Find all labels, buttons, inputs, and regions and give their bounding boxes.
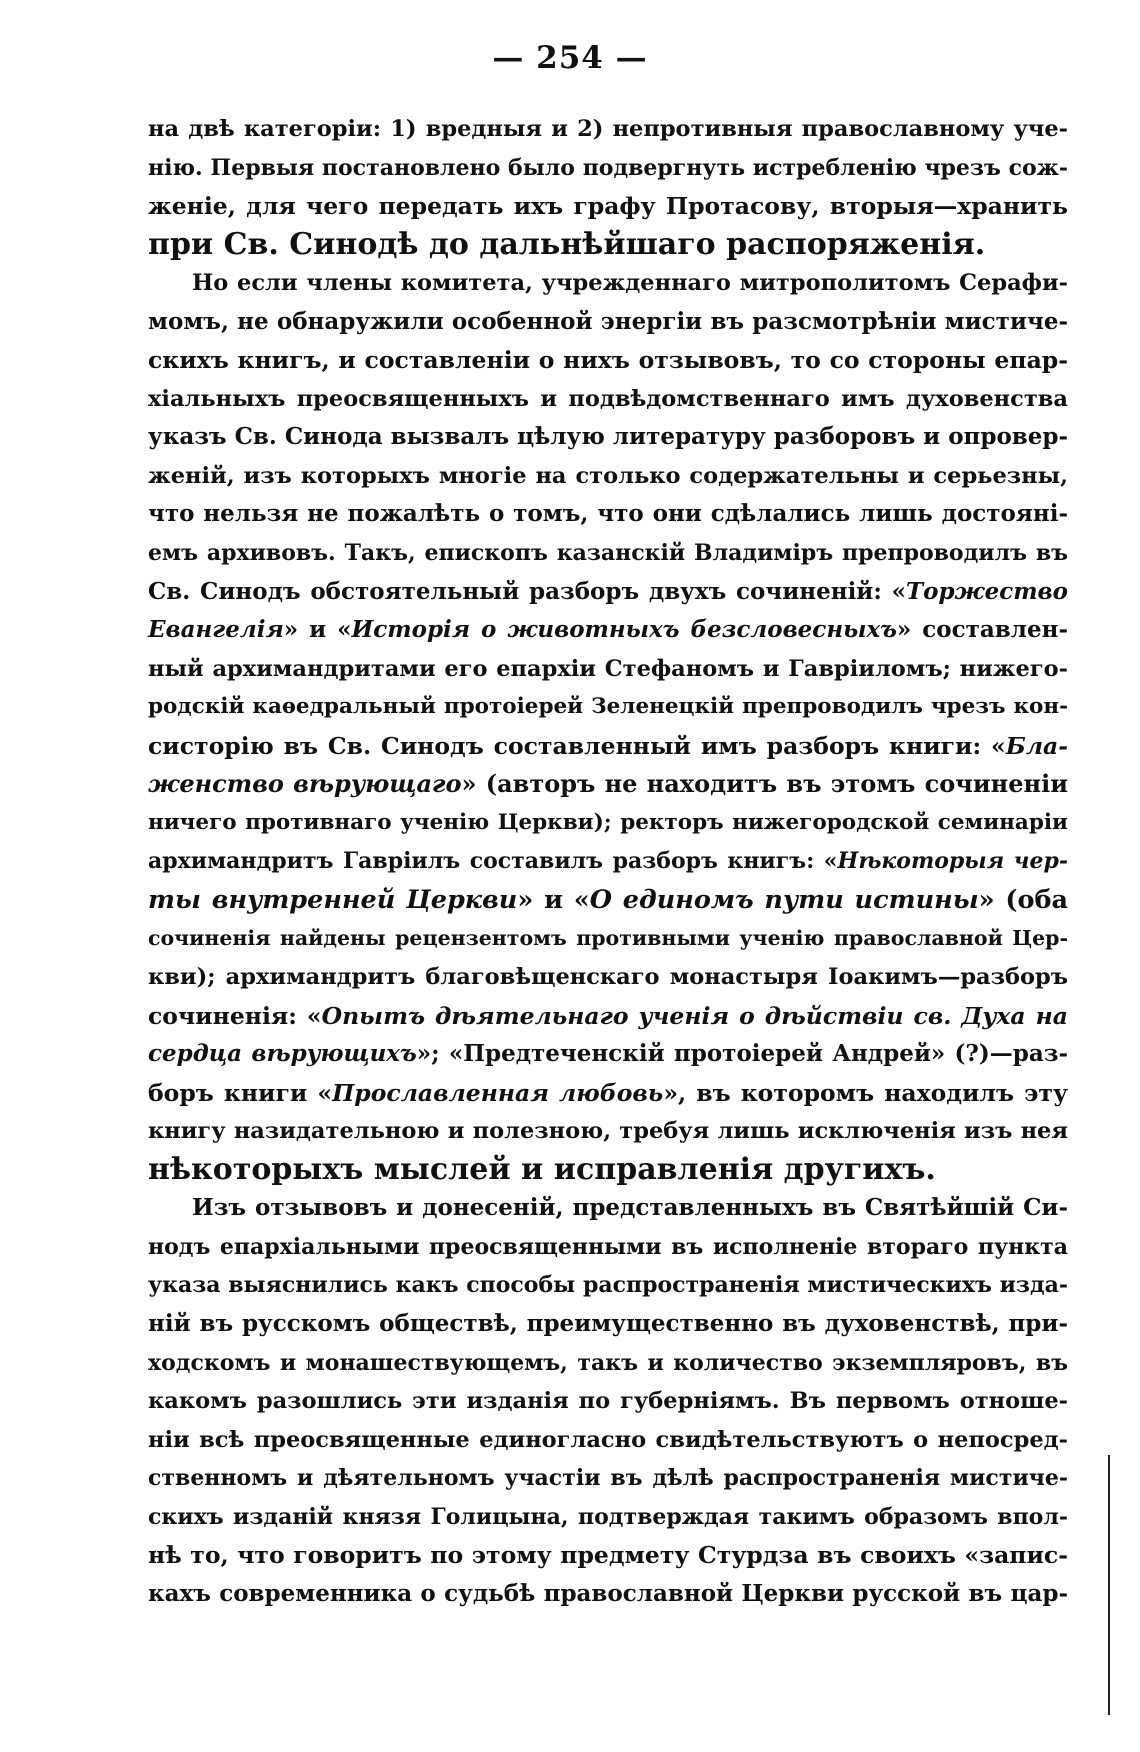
text-segment: нодъ епархіальными преосвященными въ исполненіе втораго пункта [148,1233,1068,1260]
text-line [148,804,1068,843]
italic-title: Опытъ дѣятельнаго ученія о дѣйствіи св. Духа на [321,1001,1068,1030]
text-segment: ничего противнаго ученію Церкви); ректоръ нижегородской семинаріи [148,809,1068,835]
text-segment: Изъ отзывовъ и донесеній, представленныхъ въ Святѣйшій Си- [192,1194,1068,1222]
text-segment: ніи всѣ преосвященные единогласно свидѣтельствуютъ о непосред- [148,1426,1068,1453]
text-segment: на двѣ категоріи: 1) вредныя и 2) непротивныя православному уче- [148,116,1068,142]
text-line [148,303,1068,342]
text-segment: », въ которомъ находилъ эту [663,1078,1068,1107]
text-line [148,149,1068,188]
text-segment: сочиненія найдены рецензентомъ противными ученію православной Цер- [148,926,1068,951]
page-number: — 254 — [492,40,648,76]
text-segment: хіальныхъ преосвященныхъ и подвѣдомственнаго имъ духовенства [148,385,1068,412]
text-segment: нѣ то, что говоритъ по этому предмету Стурдза въ своихъ «запис- [148,1541,1068,1570]
text-line [148,1575,1068,1614]
text-segment: » составлен- [896,616,1068,644]
text-segment: родскій каѳедральный протоіерей Зеленецкій препроводилъ чрезъ кон- [148,694,1068,720]
text-segment: указъ Св. Синода вызвалъ цѣлую литературу разборовъ и опровер- [148,423,1069,451]
text-segment: ственномъ и дѣятельномъ участіи въ дѣлѣ распространенія мистиче- [148,1465,1068,1492]
text-line [148,958,1068,997]
text-line [148,650,1068,689]
text-segment: архимандритъ Гавріилъ составилъ разборъ книгъ: « [148,848,838,875]
text-line [148,534,1068,573]
text-segment: скихъ книгъ, и составленіи о нихъ отзывовъ, то со стороны епар- [148,346,1068,375]
text-line [148,110,1068,149]
text-line [148,1382,1068,1421]
italic-title: ты внутренней Церкви [148,884,518,915]
text-segment: какомъ разошлись эти изданія по губерніямъ. Въ первомъ отноше- [148,1388,1068,1415]
text-segment: сочиненія: « [148,1001,322,1030]
text-line [148,688,1068,727]
text-segment: » и « [517,884,590,915]
text-segment: » (оба [978,884,1068,915]
body-text [148,110,1068,1613]
text-line [148,1305,1068,1344]
italic-title: Нѣкоторыя чер- [837,848,1068,875]
text-line [148,1459,1068,1498]
text-line [148,418,1068,457]
text-segment: » (авторъ не находитъ въ этомъ сочиненіи [461,769,1068,799]
text-segment: » и « [283,616,352,644]
text-segment: ній въ русскомъ обществѣ, преимущественно въ духовенствѣ, при- [148,1309,1068,1337]
text-line [148,573,1068,612]
text-line [148,380,1068,419]
text-segment: книгу назидательною и полезною, требуя лишь исключенія изъ нея [148,1118,1068,1145]
text-line [148,264,1068,303]
italic-title: Торжество [906,577,1068,605]
text-line [148,1344,1068,1383]
text-segment: ходскомъ и монашествующемъ, такъ и количество экземпляровъ, въ [148,1349,1068,1376]
italic-title: Исторія о животныхъ безсловесныхъ [351,616,897,644]
text-line [148,881,1068,920]
text-segment: женій, изъ которыхъ многіе на столько содержательны и серьезны, [148,462,1068,489]
text-line [148,1266,1068,1305]
text-line [148,1189,1068,1228]
text-line [148,1035,1068,1074]
text-segment: Св. Синодъ обстоятельный разборъ двухъ сочиненій: « [148,577,906,605]
text-segment: указа выяснились какъ способы распространенія мистическихъ изда- [148,1272,1068,1299]
text-line [148,1228,1068,1267]
margin-rule [1108,1455,1110,1715]
text-segment: систорію въ Св. Синодъ составленный имъ разборъ книги: « [148,731,1006,760]
text-line [148,1421,1068,1460]
text-segment: кахъ современника о судьбѣ православной Церкви русской въ цар- [148,1579,1068,1607]
text-line [148,457,1068,496]
text-line [148,919,1068,958]
text-segment: женіе, для чего передать ихъ графу Протасову, вторыя—хранить [148,192,1068,221]
text-line [148,1074,1068,1113]
italic-title: О единомъ пути истины [589,884,979,915]
text-line [148,341,1068,380]
italic-title: Прославленная любовь [332,1078,664,1107]
text-segment: емъ архивовъ. Такъ, епископъ казанскій Владиміръ препроводилъ въ [148,540,1068,567]
text-segment: что нельзя не пожалѣть о томъ, что они сдѣлались лишь достояні- [148,500,1068,528]
text-line [148,765,1068,804]
text-segment: нію. Первыя постановлено было подвергнуть истребленію чрезъ сож- [148,154,1068,181]
text-segment: скихъ изданій князя Голицына, подтверждая такимъ образомъ впол- [148,1503,1068,1530]
italic-title: Бла- [1005,731,1068,760]
text-line [148,611,1068,650]
text-segment: при Св. Синодѣ до дальнѣйшаго распоряженія. [148,226,986,262]
text-line [148,495,1068,534]
text-line [148,1151,1068,1190]
text-line [148,187,1068,226]
text-line [148,997,1068,1036]
text-line [148,842,1068,881]
text-segment: нѣкоторыхъ мыслей и исправленія другихъ. [148,1151,936,1187]
text-line [148,1112,1068,1151]
text-line [148,226,1068,265]
text-line [148,1536,1068,1575]
italic-title: Евангелія [148,616,284,644]
text-segment: ный архимандритами его епархіи Стефаномъ и Гавріиломъ; нижего- [148,655,1068,682]
text-segment: »; «Предтеченскій протоіерей Андрей» (?)—раз- [416,1040,1068,1068]
text-segment: кви); архимандритъ благовѣщенскаго монастыря Іоакимъ—разборъ [148,964,1068,991]
text-segment: Но если члены комитета, учрежденнаго митрополитомъ Серафи- [192,270,1068,297]
text-line [148,727,1068,766]
italic-title: женство вѣрующаго [148,769,462,799]
text-line [148,1498,1068,1537]
italic-title: сердца вѣрующихъ [148,1040,417,1068]
text-segment: момъ, не обнаружили особенной энергіи въ разсмотрѣніи мистиче- [148,307,1068,335]
text-segment: боръ книги « [148,1078,333,1107]
